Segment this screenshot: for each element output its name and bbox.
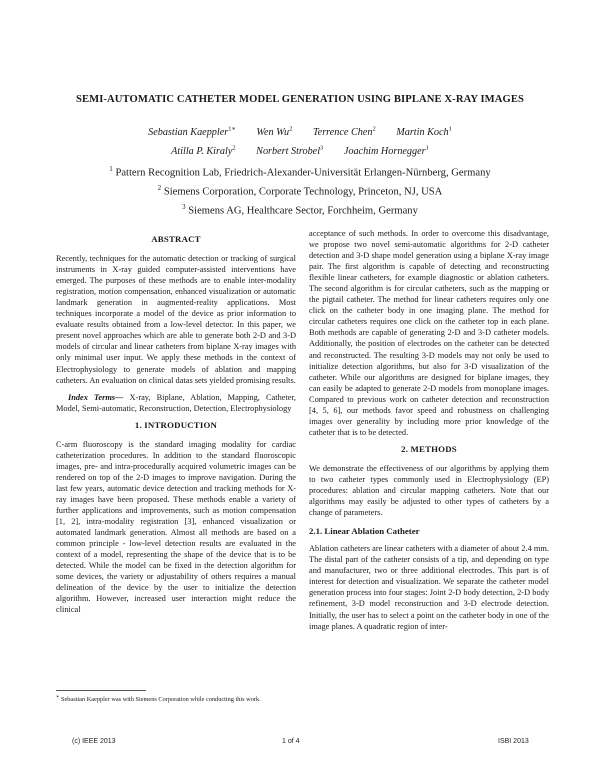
right-column	[309, 228, 549, 638]
footnote-text: Sebastian Kaeppler was with Siemens Corporation while conducting this work.	[60, 696, 261, 704]
intro-heading: 1. INTRODUCTION	[134, 419, 218, 430]
affiliation-text: Siemens AG, Healthcare Sector, Forchheim, Germany	[188, 205, 418, 217]
footnote-mark: ∗	[56, 695, 60, 700]
index-terms	[56, 392, 296, 414]
author-affil-mark: 2	[372, 126, 376, 133]
index-terms-text: X-ray, Biplane, Ablation, Mapping, Catheter, Model, Semi-automatic, Reconstruction, Detection, Electrophysiology	[56, 392, 297, 413]
author	[313, 127, 376, 138]
author-affil-mark: 1	[425, 144, 429, 152]
methods-heading: 2. METHODS	[401, 443, 457, 454]
affiliation-text: Siemens Corporation, Corporate Technology, Princeton, NJ, USA	[163, 186, 443, 198]
affiliation-mark: 2	[157, 184, 162, 193]
methods-text: We demonstrate the effectiveness of our algorithms by applying them to two catheter types commonly used in Electrophysiology (EP) procedures: ablation and circular mapping catheters. Note that our algorithms may easily be adjusted to other types of catheters by a change of parameters.	[309, 463, 549, 518]
author-name: Martin Koch	[396, 127, 449, 139]
author	[148, 127, 236, 138]
abstract-text: Recently, techniques for the automatic detection or tracking of surgical instruments in X-ray guided computer-assisted interventions have emerged. The purposes of these methods are to enable inter-modality registration, motion compensation, enhanced visualization or automatic landmark generation in augmented-reality applications. Most techniques incorporate a model of the device as prior information to evaluate results obtained from a low-level detector. In this paper, we present novel approaches which are able to generate both 2-D and 3-D models of circular and linear catheters from biplane X-ray images with only minimal user input. We apply these methods in the context of Electrophysiology to generate models of ablation and mapping catheters. An evaluation on clinical datas sets yielded promising results.	[56, 254, 296, 385]
author-affil-mark: 1	[448, 126, 452, 133]
footer-venue: ISBI 2013	[498, 738, 529, 745]
author-name: Terrence Chen	[312, 127, 373, 139]
linear-catheter-text: Ablation catheters are linear catheters with a diameter of about 2.4 mm. The distal part of the catheter consists of a tip, and depending on type and manufacturer, two or three additional electrodes. This part is of interest for detection and visualization. We separate the catheter model generation process into four stages: Joint 2-D body detection, 2-D body refinement, 3-D model reconstruction and 3-D electrode detection. Initially, the user has to select a point on the catheter body in one of the image planes. A quadratic region of inter-	[309, 544, 549, 631]
footnote	[56, 690, 296, 704]
author-name: Atilla P. Kiraly	[171, 145, 233, 157]
affiliation-text: Pattern Recognition Lab, Friedrich-Alexander-Universität Erlangen-Nürnberg, Germany	[115, 167, 491, 179]
author-name: Sebastian Kaeppler	[148, 127, 229, 139]
affiliation	[60, 181, 540, 200]
author	[256, 127, 292, 138]
paper-title: SEMI-AUTOMATIC CATHETER MODEL GENERATION USING BIPLANE X-RAY IMAGES	[75, 94, 525, 105]
author-affil-mark: 3	[320, 144, 324, 152]
footer-copyright: (c) IEEE 2013	[72, 738, 116, 745]
author-affil-mark: 2	[289, 126, 293, 133]
abstract-heading: ABSTRACT	[151, 234, 201, 244]
affiliation	[60, 200, 540, 219]
affiliation-mark: 3	[182, 203, 186, 212]
intro-text: C-arm fluoroscopy is the standard imaging modality for cardiac catheterization procedures. In addition to the standard fluoroscopic images, pre- and intra-procedurally acquired volumetric images can be rendered on top of the 2-D images to improve navigation. During the last few years, automatic device detection and tracking methods for X-ray images have been proposed. These methods enable a variety of further applications and improvements, such as motion compensation [1, 2], intra-modality registration [3], enhanced visualization or automated landmark generation. Almost all methods are based on a common principle - low-level detection results are evaluated in the context of a model, representing the shape of the device that is to be detected. While the model can be fixed in the detection algorithm for some devices, the variety or adjustability of others requires a manual delineation of the device by the user to initialize the detection algorithm. However, increased user interaction might reduce the clinical	[56, 439, 296, 615]
author-row-1	[60, 122, 540, 140]
index-terms-label: Index Terms—	[68, 392, 124, 402]
author-name: Wen Wu	[256, 127, 290, 139]
author	[344, 146, 429, 157]
footer-page-number: 1 of 4	[282, 738, 300, 745]
author-name: Norbert Strobel	[256, 145, 321, 157]
author	[256, 146, 323, 157]
linear-catheter-heading: 2.1. Linear Ablation Catheter	[309, 526, 420, 537]
author-affil-mark: 1∗	[228, 126, 236, 133]
author-affil-mark: 2	[232, 144, 236, 152]
footnote-rule	[56, 690, 146, 691]
affiliation-mark: 1	[109, 165, 113, 173]
affiliation	[60, 162, 540, 181]
author-list	[60, 122, 540, 159]
author	[396, 127, 452, 138]
author-name: Joachim Hornegger	[343, 145, 426, 157]
left-column	[56, 228, 296, 622]
intro-continued-text: acceptance of such methods. In order to overcome this disadvantage, we propose two novel semi-automatic algorithms for 2-D catheter detection and 3-D shape model generation using a biplane X-ray image pair. The first algorithm is capable of detecting and reconstructing flexible linear catheters, for example diagnostic or ablation catheters. The second algorithm is for circular catheters, such as the mapping or the pigtail catheter. The method for linear catheters requires only one click on the catheter body in one imaging plane. The method for circular catheters requires one click on the catheter top in each plane. Both methods are capable of generating 2-D and 3-D catheter models. Additionally, the position of electrodes on the catheter can be detected and reconstructed. The resulting 3-D models may not only be used to initialize detection algorithms, but also for 3-D visualization of the catheter. While our algorithms are designed for biplane images, they can easily be adapted to generate 2-D models from monoplane images. Compared to previous work on catheter detection and reconstruction [4, 5, 6], our methods favor speed and robustness on challenging images over generality by including more prior knowledge of the catheter that is to be detected.	[309, 229, 549, 437]
author	[171, 146, 235, 157]
affiliation-list	[60, 162, 540, 219]
author-row-2	[60, 140, 540, 158]
